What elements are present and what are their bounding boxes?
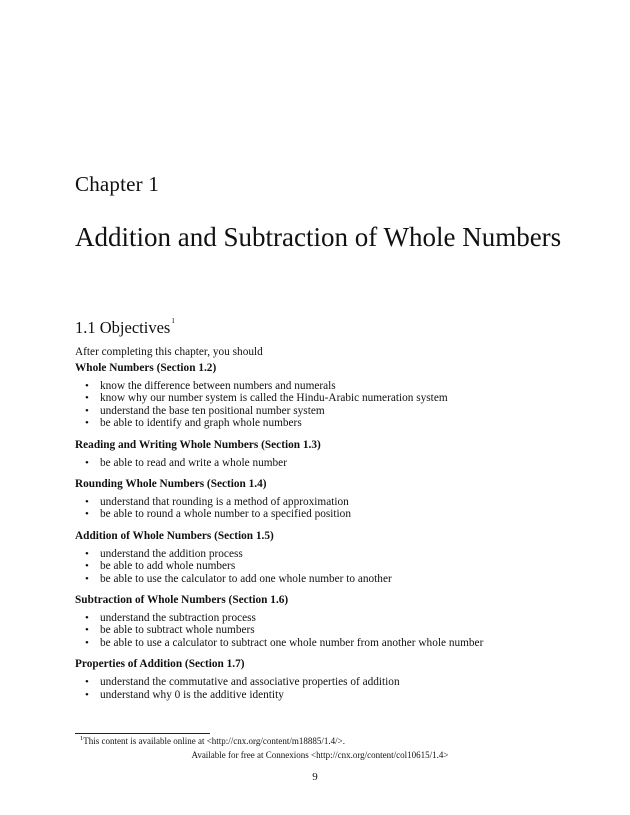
footnote-rule (75, 733, 210, 734)
footnote (80, 735, 345, 746)
chapter-title: Addition and Subtraction of Whole Numbers (75, 222, 562, 252)
section-heading-text: 1.1 Objectives (75, 318, 171, 337)
list-item-text: be able to round a whole number to a specified position (100, 508, 351, 521)
bullet-icon: • (85, 508, 89, 521)
chapter-label: Chapter 1 (75, 172, 160, 196)
list-item-text: be able to use a calculator to subtract one whole number from another whole number (100, 636, 484, 649)
bullet-icon: • (85, 636, 89, 649)
bullet-icon: • (85, 676, 89, 689)
list-item (75, 417, 575, 429)
objective-topic (75, 476, 575, 521)
list-item (75, 548, 575, 560)
bullet-list (75, 548, 575, 585)
bullet-list (75, 380, 575, 430)
list-item-text: know the difference between numbers and numerals (100, 380, 336, 392)
list-item-text: be able to read and write a whole number (100, 456, 287, 469)
list-item-text: understand the commutative and associative properties of addition (100, 676, 400, 689)
availability-note: Available for free at Connexions <http://cnx.org/content/col10615/1.4> (191, 750, 449, 760)
footnote-text: This content is available online at <http://cnx.org/content/m18885/1.4/>. (83, 736, 345, 746)
bullet-icon: • (85, 688, 89, 701)
list-item-text: be able to use the calculator to add one whole number to another (100, 572, 392, 585)
objective-topic (75, 360, 575, 430)
topic-title: Subtraction of Whole Numbers (Section 1.6) (75, 594, 289, 607)
list-item (75, 624, 575, 636)
bullet-icon: • (85, 456, 89, 469)
list-item (75, 380, 575, 392)
page-number: 9 (312, 771, 318, 783)
footnote-number: 1 (80, 735, 84, 742)
objective-topic (75, 528, 575, 585)
list-item-text: be able to add whole numbers (100, 560, 236, 573)
bullet-list (75, 676, 575, 701)
bullet-icon: • (85, 392, 89, 405)
objective-topic (75, 437, 575, 469)
bullet-icon: • (85, 417, 89, 430)
footnote-marker[interactable]: 1 (171, 317, 175, 325)
bullet-icon: • (85, 624, 89, 637)
list-item-text: know why our number system is called the Hindu-Arabic numeration system (100, 392, 448, 405)
list-item-text: understand that rounding is a method of approximation (100, 496, 349, 509)
list-item-text: understand the base ten positional number system (100, 404, 325, 417)
bullet-icon: • (85, 404, 89, 417)
list-item (75, 573, 575, 585)
list-item (75, 405, 575, 417)
topic-title: Reading and Writing Whole Numbers (Section 1.3) (75, 438, 321, 451)
section-heading (75, 318, 175, 338)
list-item (75, 612, 575, 624)
list-item (75, 689, 575, 701)
topic-title: Rounding Whole Numbers (Section 1.4) (75, 478, 267, 491)
list-item (75, 560, 575, 572)
list-item-text: be able to subtract whole numbers (100, 624, 255, 637)
objective-topic (75, 592, 575, 649)
bullet-icon: • (85, 380, 89, 392)
intro-text: After completing this chapter, you should (75, 346, 263, 358)
bullet-list (75, 612, 575, 649)
list-item (75, 508, 575, 520)
list-item (75, 392, 575, 404)
list-item (75, 637, 575, 649)
list-item-text: understand why 0 is the additive identity (100, 688, 284, 701)
bullet-icon: • (85, 572, 89, 585)
list-item-text: understand the addition process (100, 547, 243, 560)
topic-title: Properties of Addition (Section 1.7) (75, 658, 245, 671)
topic-title: Whole Numbers (Section 1.2) (75, 362, 217, 374)
topic-title: Addition of Whole Numbers (Section 1.5) (75, 529, 274, 542)
bullet-icon: • (85, 560, 89, 573)
bullet-list (75, 457, 575, 469)
objective-topic (75, 656, 575, 701)
list-item (75, 496, 575, 508)
bullet-icon: • (85, 612, 89, 625)
list-item-text: be able to identify and graph whole numbers (100, 417, 302, 430)
list-item (75, 457, 575, 469)
objectives-list (75, 360, 575, 701)
bullet-icon: • (85, 547, 89, 560)
bullet-icon: • (85, 496, 89, 509)
list-item-text: understand the subtraction process (100, 612, 256, 625)
list-item (75, 676, 575, 688)
bullet-list (75, 496, 575, 521)
